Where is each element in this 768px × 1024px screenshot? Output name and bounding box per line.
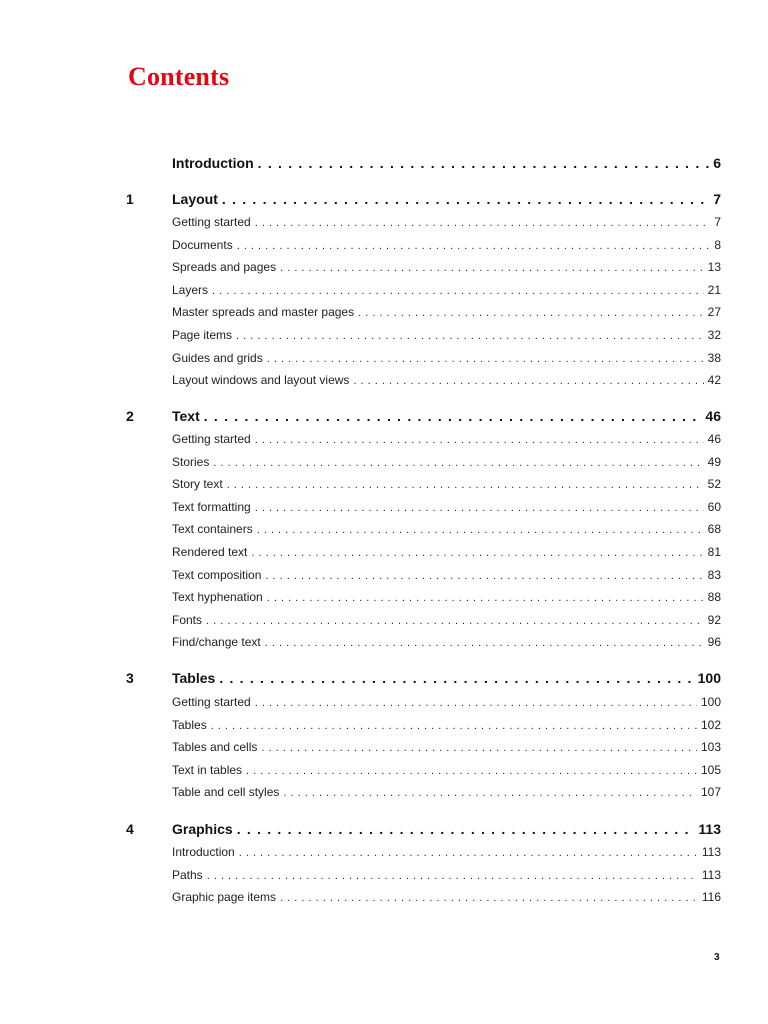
- toc-section-entry[interactable]: [172, 868, 721, 882]
- toc-section-entry[interactable]: [172, 477, 721, 491]
- dot-leader: [261, 742, 697, 754]
- dot-leader: [211, 720, 697, 732]
- section-title: Table and cell styles: [172, 785, 280, 800]
- page-number: 3: [714, 952, 720, 963]
- dot-leader: [255, 697, 697, 709]
- section-title: Tables and cells: [172, 740, 258, 755]
- dot-leader: [239, 847, 698, 859]
- page-ref: 81: [707, 545, 721, 559]
- toc-section-entry[interactable]: [172, 718, 721, 732]
- section-title: Fonts: [172, 612, 203, 627]
- page-ref: 88: [707, 590, 721, 605]
- dot-leader: [251, 547, 703, 559]
- page-ref: 116: [701, 890, 721, 905]
- page-ref: 42: [707, 373, 721, 388]
- chapter-title: Tables: [172, 670, 216, 686]
- toc-chapter-entry[interactable]: [126, 191, 721, 207]
- toc-section-entry[interactable]: [172, 500, 721, 514]
- page-ref: 7: [713, 191, 721, 207]
- toc-section-entry[interactable]: [172, 845, 721, 859]
- toc-section-entry[interactable]: [172, 283, 721, 297]
- chapter-title: Graphics: [172, 821, 233, 837]
- page-ref: 46: [705, 408, 721, 424]
- section-title: Layers: [172, 282, 209, 297]
- dot-leader: [246, 765, 697, 777]
- page-ref: 52: [707, 477, 721, 492]
- dot-leader: [283, 787, 697, 799]
- dot-leader: [255, 502, 704, 514]
- page-ref: 60: [707, 499, 721, 514]
- toc-section-entry[interactable]: [172, 328, 721, 342]
- dot-leader: [358, 307, 704, 319]
- section-title: Getting started: [172, 432, 251, 446]
- dot-leader: [258, 155, 710, 171]
- section-title: Documents: [172, 237, 233, 252]
- section-title: Text in tables: [172, 762, 243, 777]
- page-ref: 38: [707, 350, 721, 365]
- toc-section-entry[interactable]: [172, 238, 721, 252]
- page-ref: 46: [707, 432, 721, 446]
- dot-leader: [267, 592, 704, 604]
- page-ref: 32: [707, 328, 721, 342]
- section-title: Stories: [172, 454, 210, 469]
- toc-section-entry[interactable]: [172, 432, 721, 446]
- page-ref: 13: [707, 260, 721, 275]
- dot-leader: [255, 217, 711, 229]
- page-ref: 96: [707, 635, 721, 650]
- page-ref: 113: [701, 845, 721, 859]
- page-ref: 113: [698, 821, 721, 837]
- page-ref: 100: [700, 695, 721, 709]
- page-ref: 102: [700, 717, 721, 732]
- page-ref: 49: [707, 454, 721, 469]
- chapter-number: 1: [126, 191, 134, 207]
- section-title: Graphic page items: [172, 890, 277, 905]
- page-ref: 21: [707, 282, 721, 297]
- chapter-number: 3: [126, 670, 134, 686]
- dot-leader: [265, 637, 704, 649]
- section-title: Spreads and pages: [172, 260, 277, 275]
- page-ref: 68: [707, 522, 721, 537]
- toc-chapter-entry[interactable]: [126, 670, 721, 686]
- section-title: Introduction: [172, 845, 235, 859]
- toc-section-entry[interactable]: [172, 455, 721, 469]
- chapter-title: Text: [172, 408, 200, 424]
- section-title: Getting started: [172, 215, 251, 229]
- section-title: Text hyphenation: [172, 590, 263, 605]
- toc-chapter-entry[interactable]: [172, 155, 721, 171]
- dot-leader: [255, 434, 704, 446]
- dot-leader: [267, 353, 704, 365]
- page-ref: 8: [714, 237, 721, 252]
- toc-section-entry[interactable]: [172, 305, 721, 319]
- section-title: Guides and grids: [172, 350, 263, 365]
- page-ref: 6: [713, 155, 721, 171]
- toc-section-entry[interactable]: [172, 785, 721, 799]
- page-ref: 92: [707, 612, 721, 627]
- toc-section-entry[interactable]: [172, 351, 721, 365]
- section-title: Getting started: [172, 695, 251, 709]
- section-title: Find/change text: [172, 635, 261, 650]
- toc-section-entry[interactable]: [172, 695, 721, 709]
- section-title: Paths: [172, 867, 203, 882]
- toc-section-entry[interactable]: [172, 260, 721, 274]
- dot-leader: [265, 570, 703, 582]
- dot-leader: [204, 408, 702, 424]
- section-title: Tables: [172, 717, 207, 732]
- toc-section-entry[interactable]: [172, 215, 721, 229]
- page-ref: 105: [700, 762, 721, 777]
- page-ref: 103: [700, 740, 721, 755]
- dot-leader: [237, 821, 695, 837]
- toc-section-entry[interactable]: [172, 763, 721, 777]
- section-title: Layout windows and layout views: [172, 373, 350, 388]
- page-ref: 113: [701, 867, 721, 882]
- dot-leader: [212, 285, 704, 297]
- dot-leader: [353, 375, 703, 387]
- toc-section-entry[interactable]: [172, 545, 721, 559]
- page-ref: 107: [700, 785, 721, 800]
- dot-leader: [280, 262, 704, 274]
- toc-section-entry[interactable]: [172, 373, 721, 387]
- chapter-number: 2: [126, 408, 134, 424]
- toc-chapter-entry[interactable]: [126, 821, 721, 837]
- toc-section-entry[interactable]: [172, 522, 721, 536]
- dot-leader: [227, 479, 704, 491]
- toc-section-entry[interactable]: [172, 590, 721, 604]
- dot-leader: [213, 457, 703, 469]
- section-title: Text formatting: [172, 499, 251, 514]
- section-title: Text containers: [172, 522, 253, 537]
- page-ref: 83: [707, 567, 721, 582]
- section-title: Master spreads and master pages: [172, 305, 355, 320]
- section-title: Rendered text: [172, 545, 248, 559]
- page-ref: 27: [707, 305, 721, 320]
- section-title: Story text: [172, 477, 223, 492]
- dot-leader: [206, 615, 704, 627]
- toc-section-entry[interactable]: [172, 890, 721, 904]
- chapter-title: Layout: [172, 191, 218, 207]
- dot-leader: [222, 191, 709, 207]
- chapter-number: 4: [126, 821, 134, 837]
- toc-section-entry[interactable]: [172, 613, 721, 627]
- section-title: Page items: [172, 328, 233, 342]
- dot-leader: [280, 892, 698, 904]
- dot-leader: [237, 240, 711, 252]
- page-ref: 100: [697, 670, 721, 686]
- dot-leader: [219, 670, 693, 686]
- page-ref: 7: [714, 215, 721, 229]
- toc-section-entry[interactable]: [172, 635, 721, 649]
- toc-section-entry[interactable]: [172, 740, 721, 754]
- dot-leader: [257, 524, 704, 536]
- toc-section-entry[interactable]: [172, 568, 721, 582]
- toc-chapter-entry[interactable]: [126, 408, 721, 424]
- dot-leader: [236, 330, 704, 342]
- section-title: Text composition: [172, 567, 262, 582]
- chapter-title: Introduction: [172, 155, 254, 171]
- dot-leader: [207, 870, 698, 882]
- page-title: Contents: [128, 62, 230, 91]
